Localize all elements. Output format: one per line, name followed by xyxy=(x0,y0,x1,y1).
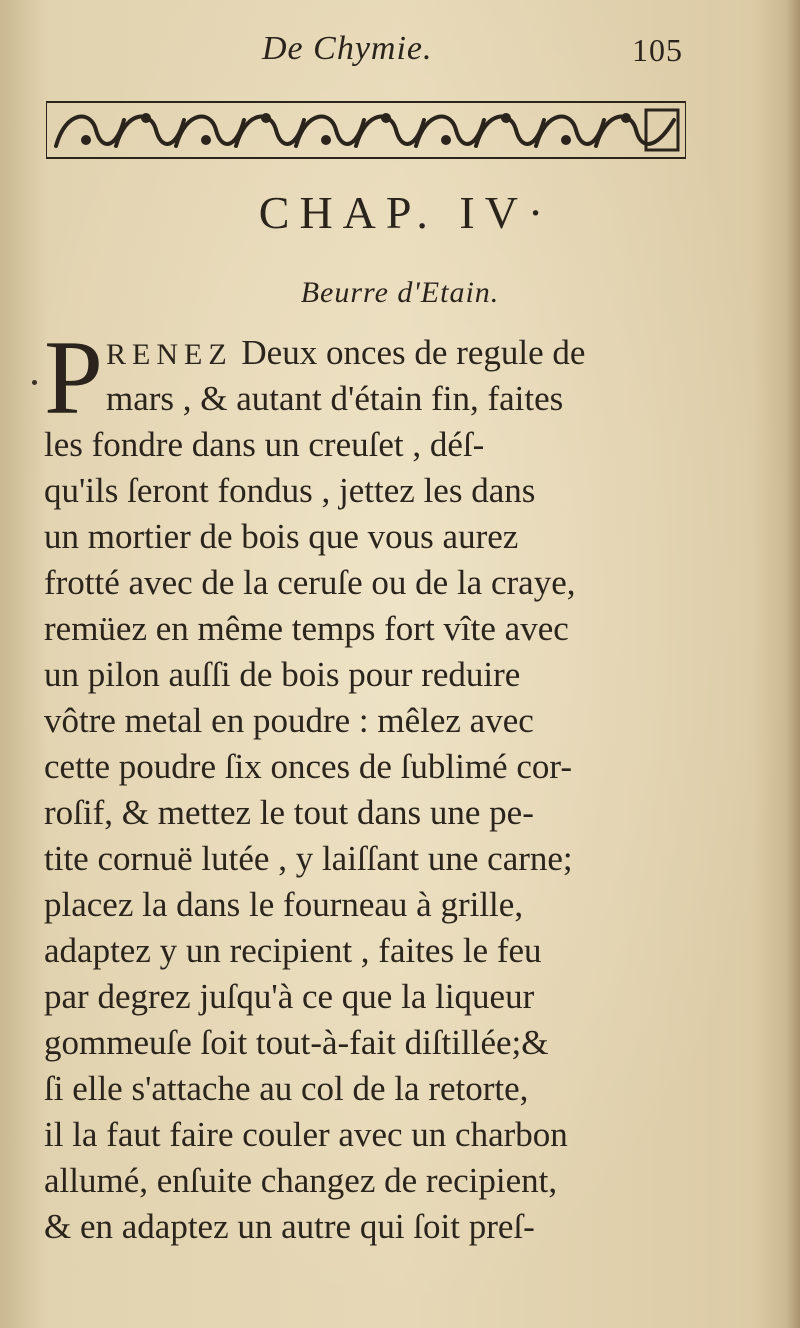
text-line: un pilon auſſi de bois pour reduire xyxy=(44,655,521,694)
text-line: frotté avec de la ceruſe ou de la craye, xyxy=(44,563,576,602)
first-word-smallcaps: RENEZ xyxy=(106,338,233,371)
text-line: cette poudre ſix onces de ſublimé cor- xyxy=(44,747,572,786)
text-line: & en adaptez un autre qui ſoit preſ- xyxy=(44,1207,535,1246)
text-line: vôtre metal en poudre : mêlez avec xyxy=(44,701,534,740)
text-line: placez la dans le fourneau à grille, xyxy=(44,885,524,924)
ornamental-headband xyxy=(46,100,686,160)
section-title: Beurre d'Etain. xyxy=(300,276,500,309)
page-edge-shadow xyxy=(786,0,800,1328)
first-line-rest: Deux onces de regule de xyxy=(241,333,586,372)
text-line-1 xyxy=(44,330,690,376)
text-line: qu'ils ſeront fondus , jettez les dans xyxy=(44,471,536,510)
text-line: allumé, enſuite changez de recipient, xyxy=(44,1161,558,1200)
text-line: mars , & autant d'étain fin, faites xyxy=(106,379,564,418)
body-text xyxy=(44,319,690,1250)
text-line: gommeuſe ſoit tout-à-fait diſtillée;& xyxy=(44,1023,549,1062)
running-title: De Chymie. xyxy=(262,30,433,67)
text-line: remüez en même temps fort vîte avec xyxy=(44,609,569,648)
drop-cap: P xyxy=(44,319,103,436)
running-head xyxy=(0,30,800,74)
text-line: un mortier de bois que vous aurez xyxy=(44,517,519,556)
text-line: tite cornuë lutée , y laiſſant une carne; xyxy=(44,839,573,878)
text-line: adaptez y un recipient , faites le feu xyxy=(44,931,542,970)
chapter-heading: CHAP. IV· xyxy=(258,187,554,238)
text-line: par degrez juſqu'à ce que la liqueur xyxy=(44,977,535,1016)
text-line: les fondre dans un creuſet , déſ- xyxy=(44,425,485,464)
text-line: ſi elle s'attache au col de la retorte, xyxy=(44,1069,529,1108)
text-line: il la faut faire couler avec un charbon xyxy=(44,1115,568,1154)
margin-mark xyxy=(32,380,37,385)
page-number: 105 xyxy=(632,32,683,68)
text-line: roſif, & mettez le tout dans une pe- xyxy=(44,793,534,832)
